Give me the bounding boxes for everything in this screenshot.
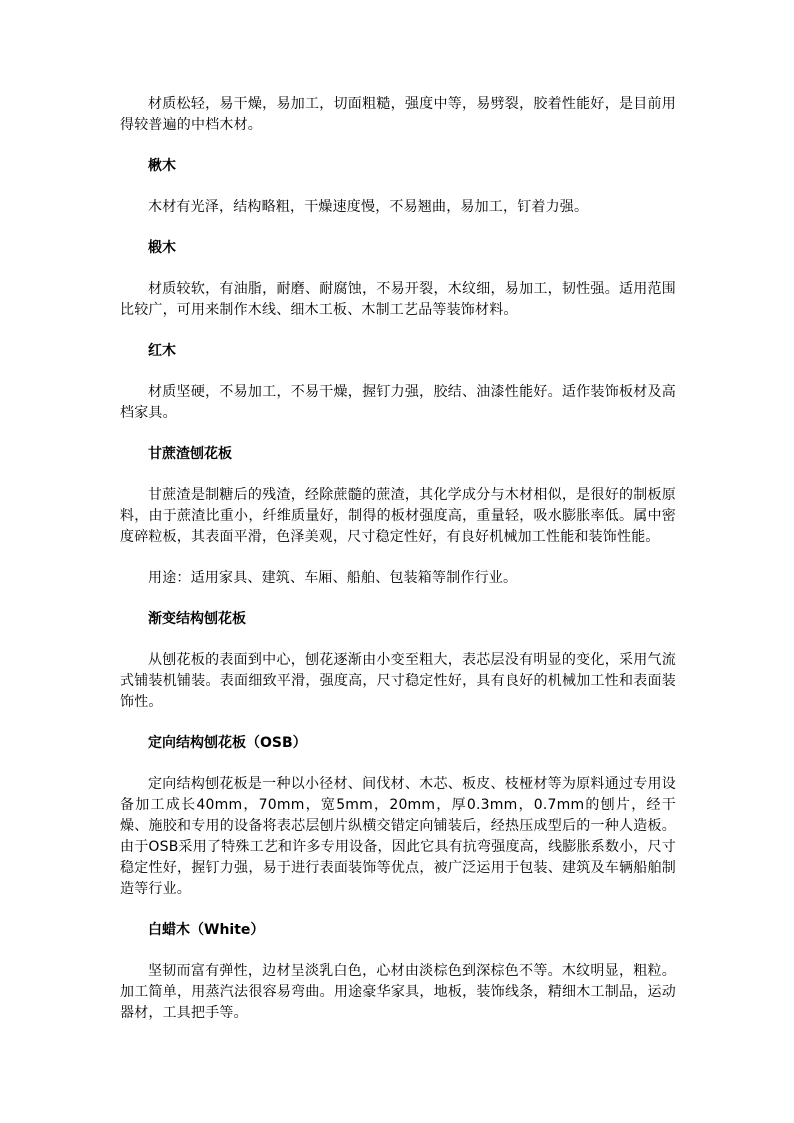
paragraph-intro: 材质松轻，易干燥，易加工，切面粗糙，强度中等，易劈裂，胶着性能好，是目前用得较普遍的中档木材。 bbox=[120, 96, 676, 133]
paragraph-osb: 定向结构刨花板是一种以小径材、间伐材、木芯、板皮、枝桠材等为原料通过专用设备加工成长40mm，70mm，宽5mm，20mm，厚0.3mm，0.7mm的刨片，经干燥、施胶和专用的设备将表芯层刨片纵横交错定向铺装后，经热压成型后的一种人造板。由于OSB采用了特殊工艺和许多专用设备，因此它具有抗弯强度高，线膨胀系数小，尺寸稳定性好，握钉力强，易于进行表面装饰等优点，被广泛运用于包装、建筑及车辆船舶制造等行业。 bbox=[120, 776, 676, 897]
heading-duanmu: 椴木 bbox=[148, 240, 176, 256]
paragraph-qiumu: 木材有光泽，结构略粗，干燥速度慢，不易翘曲，易加工，钉着力强。 bbox=[148, 199, 589, 215]
paragraph-bagasse-usage: 用途：适用家具、建筑、车厢、船舶、包装箱等制作行业。 bbox=[148, 570, 518, 586]
heading-hongmu: 红木 bbox=[148, 343, 176, 359]
paragraph-white-ash: 坚韧而富有弹性，边材呈淡乳白色，心材由淡棕色到深棕色不等。木纹明显，粗粒。加工简单，用蒸汽法很容易弯曲。用途豪华家具，地板，装饰线条，精细木工制品，运动器材，工具把手等。 bbox=[120, 963, 676, 1021]
heading-graded-board: 渐变结构刨花板 bbox=[148, 611, 246, 627]
paragraph-duanmu: 材质较软，有油脂，耐磨、耐腐蚀，不易开裂，木纹细，易加工，韧性强。适用范围比较广，可用来制作木线、细木工板、木制工艺品等装饰材料。 bbox=[120, 281, 676, 318]
paragraph-bagasse-board: 甘蔗渣是制糖后的残渣，经除蔗髓的蔗渣，其化学成分与木材相似，是很好的制板原料，由于蔗渣比重小，纤维质量好，制得的板材强度高，重量轻，吸水膨胀率低。属中密度碎粒板，其表面平滑，色泽美观，尺寸稳定性好，有良好机械加工性能和装饰性能。 bbox=[120, 487, 676, 545]
paragraph-hongmu: 材质坚硬，不易加工，不易干燥，握钉力强，胶结、油漆性能好。适作装饰板材及高档家具。 bbox=[120, 384, 676, 421]
document-page bbox=[120, 94, 676, 1044]
heading-bagasse-board: 甘蔗渣刨花板 bbox=[148, 446, 232, 462]
heading-white-ash: 白蜡木（White） bbox=[148, 922, 265, 938]
heading-qiumu: 楸木 bbox=[148, 158, 176, 174]
paragraph-graded-board: 从刨花板的表面到中心，刨花逐渐由小变至粗大，表芯层没有明显的变化，采用气流式铺装机铺装。表面细致平滑，强度高，尺寸稳定性好，具有良好的机械加工性和表面装饰性。 bbox=[120, 652, 676, 710]
heading-osb: 定向结构刨花板（OSB） bbox=[148, 735, 307, 751]
